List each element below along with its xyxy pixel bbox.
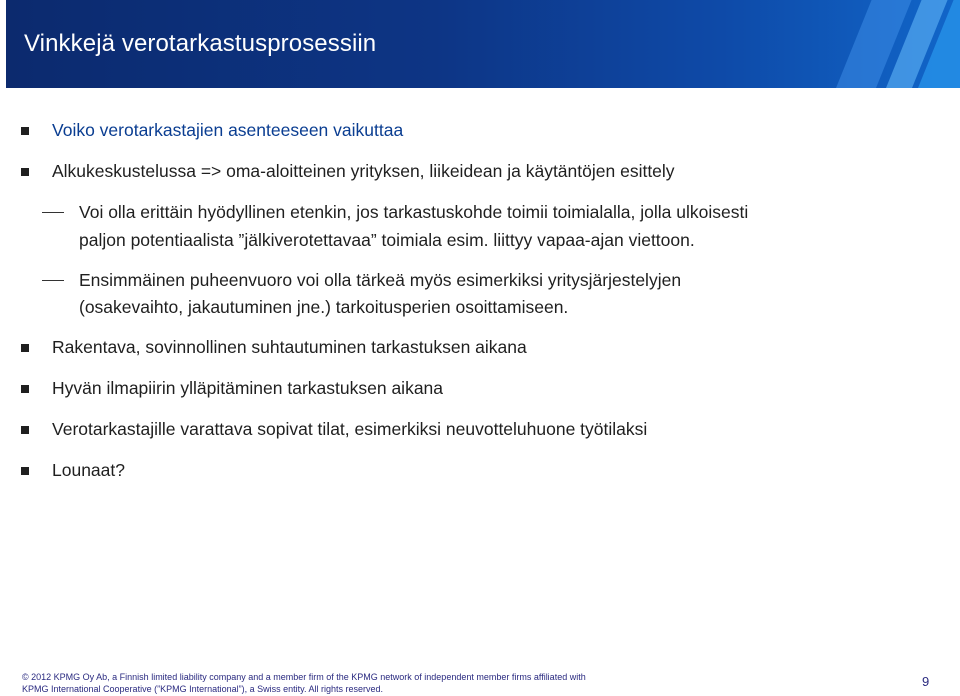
subbullet-text: Ensimmäinen puheenvuoro voi olla tärkeä myös esimerkiksi yritysjärjestelyjen xyxy=(79,270,682,290)
bullet-marker xyxy=(21,168,29,176)
bullet-marker xyxy=(21,426,29,434)
dash-marker xyxy=(42,212,64,213)
bullet-text: Lounaat? xyxy=(52,460,125,480)
subbullet-text: Voi olla erittäin hyödyllinen etenkin, jos tarkastuskohde toimii toimialalla, jolla ulkoisesti xyxy=(79,202,749,222)
bullet-text: Rakentava, sovinnollinen suhtautuminen tarkastuksen aikana xyxy=(52,337,527,357)
subbullet-text: paljon potentiaalista ”jälkiverotettavaa” toimiala esim. liittyy vapaa-ajan viettoon. xyxy=(79,230,695,250)
bullet-text: Alkukeskustelussa => oma-aloitteinen yrityksen, liikeidean ja käytäntöjen esittely xyxy=(52,161,675,181)
copyright-line-2: KPMG International Cooperative (”KPMG International”), a Swiss entity. All rights reserved. xyxy=(22,684,383,694)
slide-title: Vinkkejä verotarkastusprosessiin xyxy=(24,30,377,57)
page-number: 9 xyxy=(922,674,930,689)
dash-marker xyxy=(42,280,64,281)
bullet-marker xyxy=(21,344,29,352)
copyright-line-1: © 2012 KPMG Oy Ab, a Finnish limited liability company and a member firm of the KPMG network of independent member firms affiliated with xyxy=(22,672,586,682)
bullet-marker xyxy=(21,127,29,135)
subbullet-text: (osakevaihto, jakautuminen jne.) tarkoitusperien osoittamiseen. xyxy=(79,297,569,317)
bullet-text: Voiko verotarkastajien asenteeseen vaikuttaa xyxy=(52,120,404,140)
bullet-text: Verotarkastajille varattava sopivat tilat, esimerkiksi neuvotteluhuone työtilaksi xyxy=(52,419,648,439)
bullet-marker xyxy=(21,467,29,475)
bullet-marker xyxy=(21,385,29,393)
bullet-text: Hyvän ilmapiirin ylläpitäminen tarkastuksen aikana xyxy=(52,378,444,398)
